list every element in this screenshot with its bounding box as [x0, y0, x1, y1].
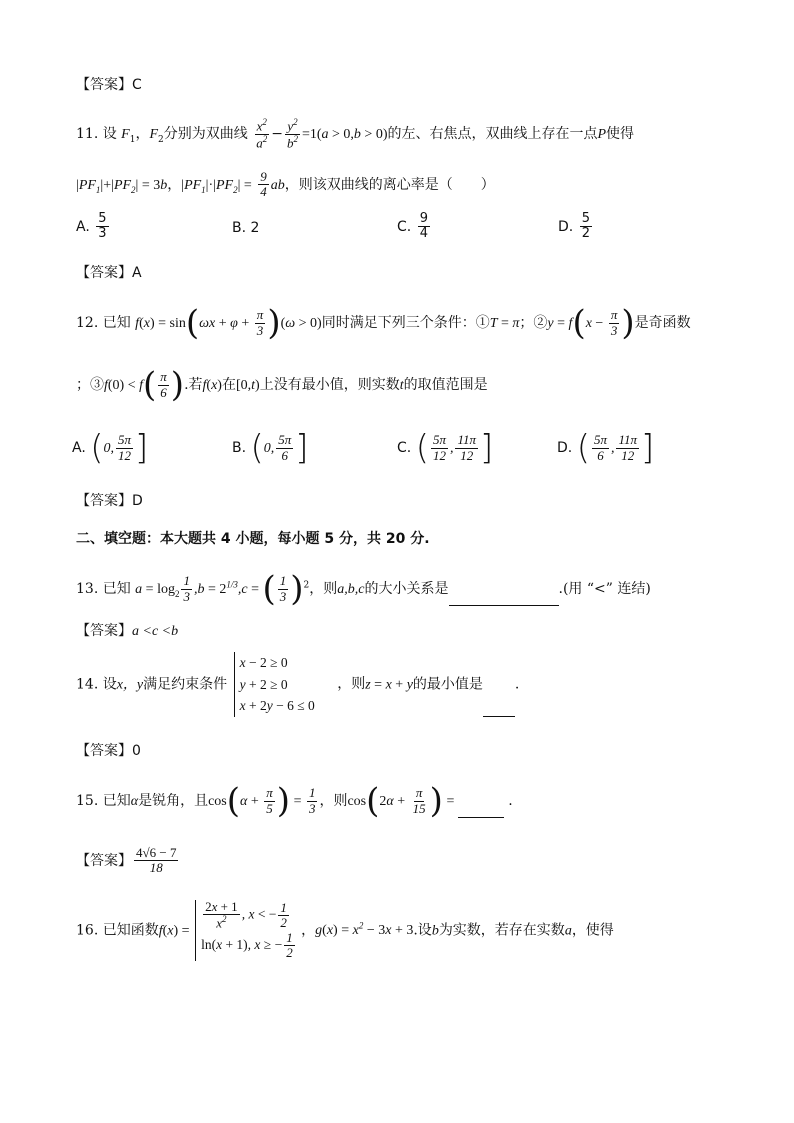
question-11-line1: 11. 设 $F_1$，$F_2$分别为双曲线 $\frac{x^2}{a^2}$ − $\frac{y^2}{b^2}$ =1(a > 0,b > 0)的左、右焦点，双曲线上存在一点P使得 [76, 117, 635, 150]
option-a[interactable]: A. (0, $\frac{5\pi}{12}$ ] [72, 428, 149, 468]
option-d[interactable]: D. ( $\frac{5\pi}{6}$ , $\frac{11\pi}{12}$ ] [557, 428, 655, 468]
option-c[interactable]: C. $\frac{9}{4}$ [397, 211, 428, 242]
option-b[interactable]: B. (0, $\frac{5\pi}{6}$ ] [232, 428, 309, 468]
question-number: 12. [76, 315, 99, 331]
question-13: 13. 已知 $a = \log_2$ $\frac{1}{3}$ $,b = 2^{1/3},c$ = ( $\frac{1}{3}$ )$^2$，则a,b,c的大小关系是 .(用 “<” 连结) [76, 569, 651, 609]
option-d[interactable]: D. $\frac{5}{2}$ [558, 211, 590, 242]
question-11-line2: $|PF_1|+|PF_2| = 3b$，$|PF_1|\cdot|PF_2|$ = $\frac{9}{4}$ ab，则该双曲线的离心率是（ ） [76, 169, 495, 200]
question-number: 16. [76, 922, 99, 939]
option-c[interactable]: C. ( $\frac{5\pi}{12}$ , $\frac{11\pi}{12}$ ] [397, 428, 494, 468]
answer-q13: 【答案】a <c <b [76, 623, 179, 639]
question-number: 13. [76, 581, 99, 597]
question-14: 14. 设x，y满足约束条件 x − 2 ≥ 0 y + 2 ≥ 0 x + 2y − 6 ≤ 0 ，则z = x + y的最小值是 . [76, 652, 519, 717]
question-15: 15. 已知α是锐角，且cos(α + $\frac{\pi}{5}$ ) = $\frac{1}{3}$ ，则cos(2α + $\frac{\pi}{15}$ ) = . [76, 781, 513, 821]
answer-q15: 【答案】 $\frac{4√6 - 7}{18}$ [76, 845, 177, 876]
option-b[interactable]: B. 2 [232, 220, 260, 236]
answer-q12: 【答案】D [76, 493, 143, 509]
answer-q14: 【答案】0 [76, 743, 141, 759]
answer-q10 [76, 74, 142, 94]
section-heading: 二、填空题：本大题共 4 小题，每小题 5 分，共 20 分. [76, 531, 430, 547]
question-number: 11. [76, 126, 99, 143]
answer-q11: 【答案】A [76, 265, 142, 281]
question-number: 15. [76, 793, 99, 809]
answer-label: 【答案】 [76, 77, 132, 93]
question-number: 14. [76, 676, 99, 693]
question-12-line1: 12. 已知 f(x) = sin(ωx + φ + $\frac{\pi}{3}$ )(ω > 0)同时满足下列三个条件：①T = π；②y = f(x − $\frac{\pi}{3}$ )是奇函数 [76, 303, 691, 343]
question-16: 16. 已知函数f(x) = $\frac{2x + 1}{x^2}$ , x < − $\frac{1}{2}$ ln(x + 1), x ≥ − $\frac{1}{2}$ ，$g(x) = x^2 - 3x + 3$.设b为实数，若存在实数a，使得 [76, 899, 614, 961]
answer-value: C [132, 77, 142, 93]
option-a[interactable]: A. $\frac{5}{3}$ [76, 211, 107, 242]
question-12-line2: ；③f(0) < f( $\frac{\pi}{6}$ ).若f(x)在[0,t)上没有最小值，则实数t的取值范围是 [76, 365, 488, 405]
